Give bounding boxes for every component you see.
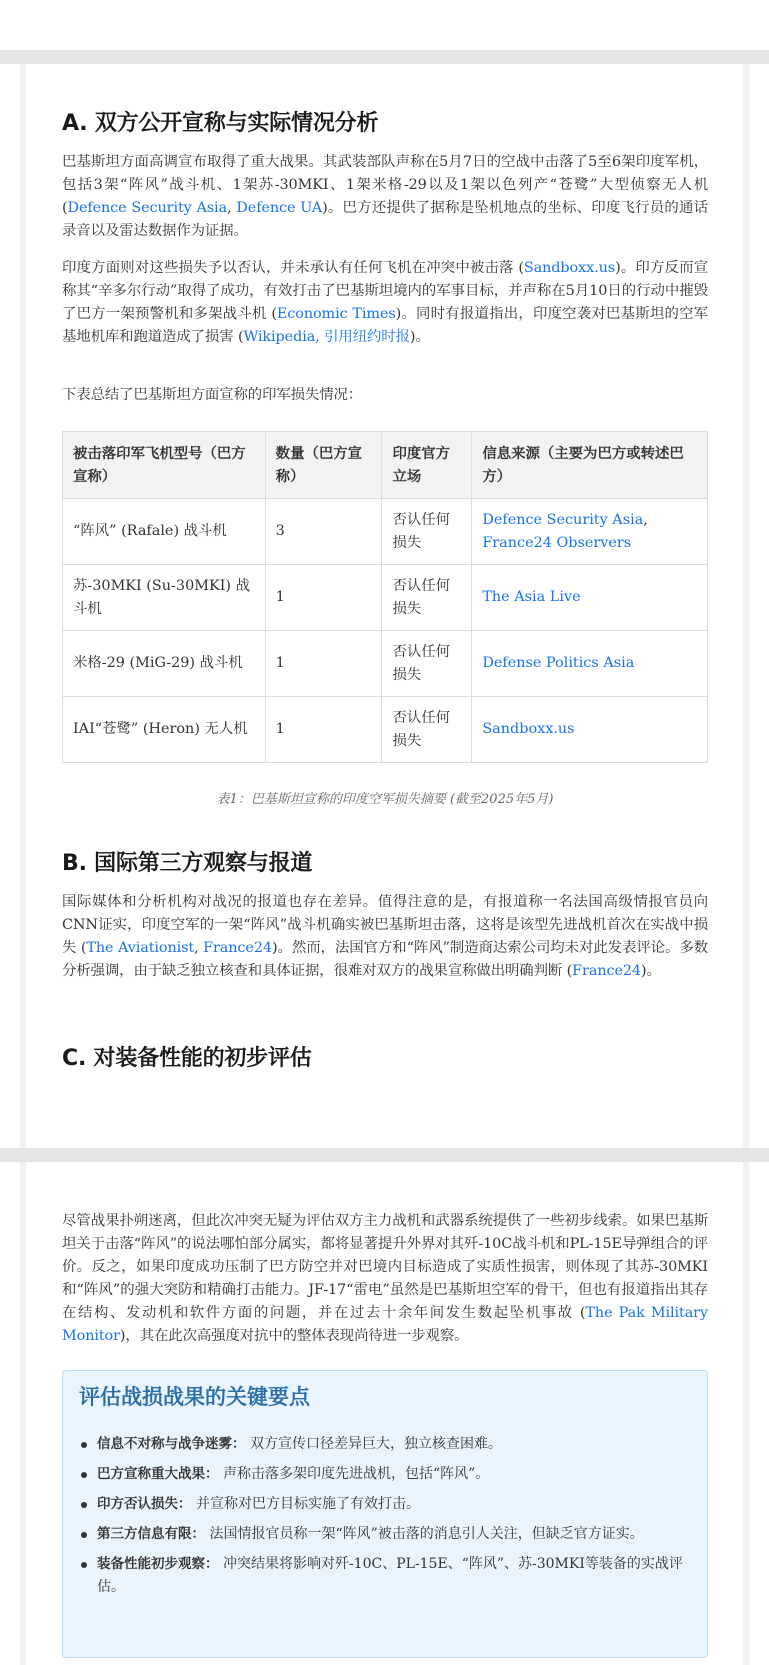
cell-model: “阵风” (Rafale) 战斗机	[63, 499, 266, 565]
cell-stance: 否认任何损失	[382, 631, 472, 697]
cell-sources	[472, 697, 708, 763]
section-b-paragraph-1: 国际媒体和分析机构对战况的报道也存在差异。值得注意的是，有报道称一名法国高级情报官员向CNN证实，印度空军的一架“阵风”战斗机确实被巴基斯坦击落，这将是该型先进战机首次在实战中损失 (The Aviationist, France24)。然而，法国官方和“阵风”制造商达索公司均未对此发表评论。多数分析强调，由于缺乏独立核查和具体证据，很难对双方的战果宣称做出明确判断 (France24)。	[62, 894, 709, 979]
citation-link[interactable]: Wikipedia, 引用纽约时报	[243, 329, 410, 345]
page-main	[0, 64, 769, 1148]
key-point-text: 冲突结果将影响对歼-10C、PL-15E、“阵风”、苏-30MKI等装备的实战评估。	[97, 1556, 683, 1595]
source-link[interactable]: France24 Observers	[482, 534, 632, 551]
source-link[interactable]: Defence Security Asia	[482, 511, 644, 528]
cell-count: 1	[265, 697, 382, 763]
section-c-paragraph-1: 尽管战果扑朔迷离，但此次冲突无疑为评估双方主力战机和武器系统提供了一些初步线索。如果巴基斯坦关于击落“阵风”的说法哪怕部分属实，都将显著提升外界对其歼-10C战斗机和PL-15E导弹组合的评价。反之，如果印度成功压制了巴方防空并对巴境内目标造成了实质性损害，则体现了其苏-30MKI和“阵风”的强大突防和精确打击能力。JF-17“雷电”虽然是巴基斯坦空军的骨干，但也有报道指出其存在结构、发动机和软件方面的问题，并在过去十余年间发生数起坠机事故 (The Pak Military Monitor)，其在此次高强度对抗中的整体表现尚待进一步观察。	[62, 1213, 708, 1344]
cell-sources	[472, 631, 708, 697]
cell-stance: 否认任何损失	[382, 565, 472, 631]
source-link[interactable]: The Asia Live	[482, 589, 581, 605]
table-header-row	[63, 432, 708, 499]
key-point-label: 装备性能初步观察：	[97, 1556, 219, 1572]
table-row	[63, 499, 708, 565]
citation-link[interactable]: The Aviationist	[86, 940, 195, 956]
cell-model: 米格-29 (MiG-29) 战斗机	[63, 631, 266, 697]
table-header-cell: 数量（巴方宣称）	[265, 432, 382, 499]
key-points-list	[79, 1433, 689, 1606]
page-top-fragment	[0, 0, 769, 50]
section-a-paragraph-2: 印度方面则对这些损失予以否认，并未承认有任何飞机在冲突中被击落 (Sandboxx.us)。印方反而宣称其“辛多尔行动”取得了成功，有效打击了巴基斯坦境内的军事目标，并声称在5月10日的行动中摧毁了巴方一架预警机和多架战斗机 (Economic Times)。同时有报道指出，印度空袭对巴基斯坦的空军基地机库和跑道造成了损害 (Wikipedia, 引用纽约时报)。	[62, 260, 708, 345]
cell-count: 3	[265, 499, 382, 565]
key-point-text: 并宣称对巴方目标实施了有效打击。	[191, 1496, 420, 1512]
cell-stance: 否认任何损失	[382, 499, 472, 565]
list-item	[79, 1553, 689, 1599]
cell-sources	[472, 565, 708, 631]
cell-sources: Defence Security Asia, France24 Observers	[472, 499, 708, 565]
source-link[interactable]: Defense Politics Asia	[482, 655, 635, 671]
source-link[interactable]: Sandboxx.us	[482, 721, 575, 737]
section-a-heading: A. 双方公开宣称与实际情况分析	[62, 111, 379, 136]
table-caption: 表1：巴基斯坦宣称的印度空军损失摘要 (截至2025年5月)	[216, 792, 554, 807]
table-header-cell: 印度官方立场	[382, 432, 472, 499]
cell-model: IAI“苍鹭” (Heron) 无人机	[63, 697, 266, 763]
list-item	[79, 1433, 689, 1456]
cell-stance: 否认任何损失	[382, 697, 472, 763]
table-header-cell: 被击落印军飞机型号（巴方宣称）	[63, 432, 266, 499]
cell-count: 1	[265, 565, 382, 631]
citation-link[interactable]: The Pak Military Monitor	[62, 1305, 708, 1344]
list-item	[79, 1463, 689, 1486]
key-points-box	[62, 1370, 708, 1658]
cell-count: 1	[265, 631, 382, 697]
table-row	[63, 697, 708, 763]
key-point-label: 第三方信息有限：	[97, 1526, 205, 1542]
key-point-label: 信息不对称与战争迷雾：	[97, 1436, 246, 1452]
table-row	[63, 631, 708, 697]
section-c-heading: C. 对装备性能的初步评估	[62, 1046, 312, 1071]
page-gutter-right	[743, 1162, 749, 1665]
key-points-title: 评估战损战果的关键要点	[79, 1385, 310, 1409]
key-point-text: 声称击落多架印度先进战机，包括“阵风”。	[218, 1466, 490, 1482]
table-header-cell: 信息来源（主要为巴方或转述巴方）	[472, 432, 708, 499]
citation-link[interactable]: Sandboxx.us	[523, 260, 616, 276]
page-gutter-left	[20, 64, 26, 1148]
key-point-label: 印方否认损失：	[97, 1496, 192, 1512]
key-point-text: 法国情报官员称一架“阵风”被击落的消息引人关注，但缺乏官方证实。	[205, 1526, 644, 1542]
cell-model: 苏-30MKI (Su-30MKI) 战斗机	[63, 565, 266, 631]
key-point-label: 巴方宣称重大战果：	[97, 1466, 219, 1482]
loss-table	[62, 431, 708, 763]
citation-link[interactable]: Economic Times	[276, 306, 396, 322]
page-gutter-right	[743, 64, 749, 1148]
key-point-text: 双方宣传口径差异巨大，独立核查困难。	[245, 1436, 502, 1452]
citation-link[interactable]: France24	[572, 963, 641, 979]
section-a-paragraph-3: 下表总结了巴基斯坦方面宣称的印军损失情况：	[62, 387, 363, 403]
citation-link[interactable]: France24	[203, 940, 272, 956]
list-item	[79, 1523, 689, 1546]
section-a-paragraph-1: 巴基斯坦方面高调宣布取得了重大战果。其武装部队声称在5月7日的空战中击落了5至6架印度军机，包括3架“阵风”战斗机、1架苏-30MKI、1架米格-29以及1架以色列产“苍鹭”大型侦察无人机 (Defence Security Asia, Defence UA)。巴方还提供了据称是坠机地点的坐标、印度飞行员的通话录音以及雷达数据作为证据。	[62, 154, 708, 239]
list-item	[79, 1493, 689, 1516]
table-row	[63, 565, 708, 631]
citation-link[interactable]: Defence UA	[236, 200, 323, 216]
citation-link[interactable]: Defence Security Asia	[67, 200, 228, 216]
page-gutter-left	[20, 1162, 26, 1665]
section-b-heading: B. 国际第三方观察与报道	[62, 851, 313, 876]
